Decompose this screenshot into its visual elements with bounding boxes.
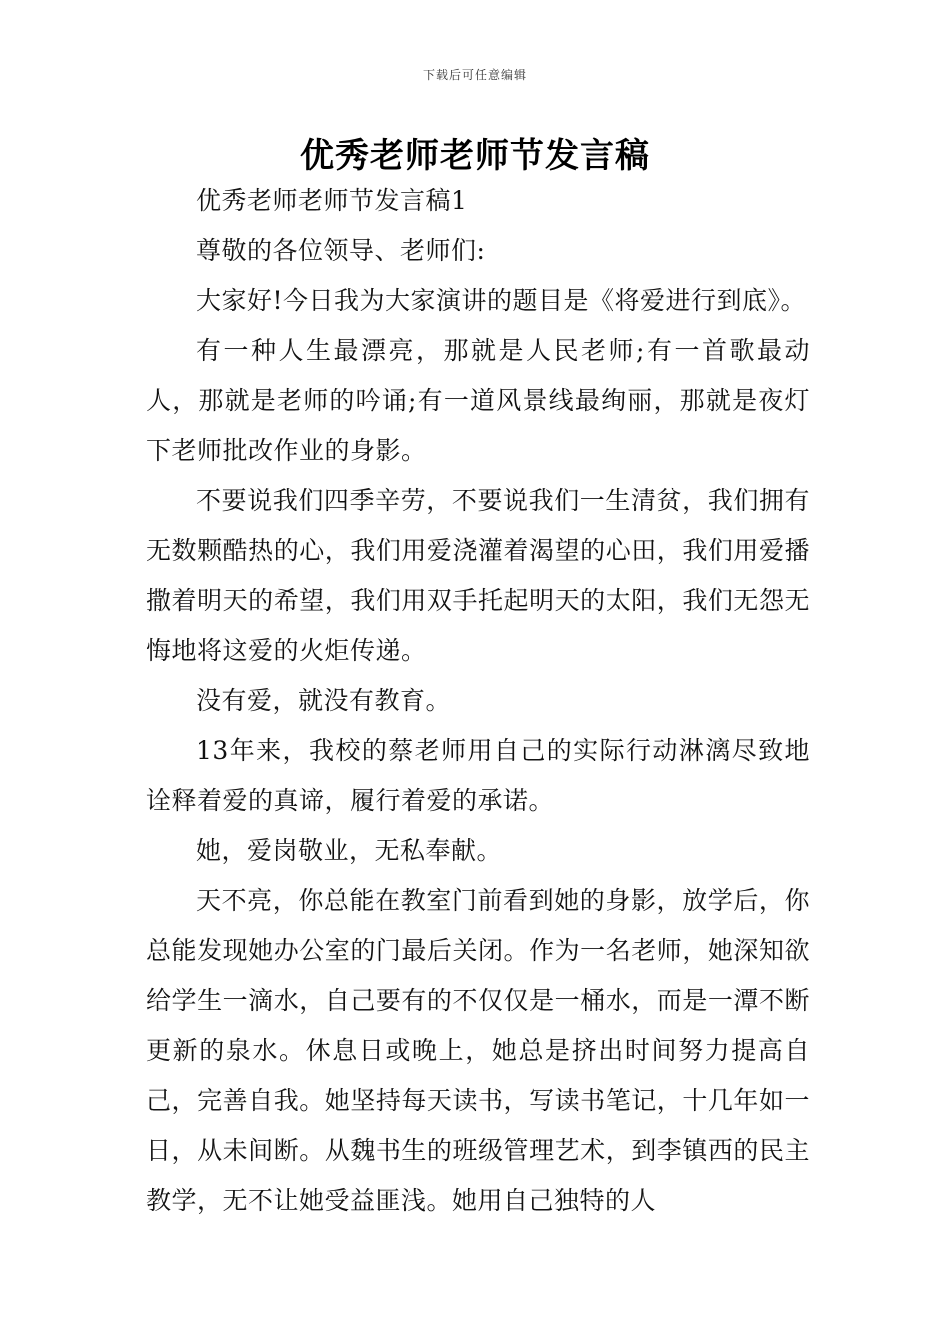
paragraph-body: 天不亮，你总能在教室门前看到她的身影，放学后，你总能发现她办公室的门最后关闭。作为一名老师，她深知欲给学生一滴水，自己要有的不仅仅是一桶水，而是一潭不断更新的泉水。休息日或晚上，她总是挤出时间努力提高自己，完善自我。她坚持每天读书，写读书笔记，十几年如一日，从未间断。从魏书生的班级管理艺术，到李镇西的民主教学，无不让她受益匪浅。她用自己独特的人	[146, 886, 810, 1215]
header-note: 下载后可任意编辑	[422, 68, 527, 82]
paragraph-body: 有一种人生最漂亮，那就是人民老师;有一首歌最动人，那就是老师的吟诵;有一道风景线最绚丽，那就是夜灯下老师批改作业的身影。	[146, 336, 810, 465]
document-title: 优秀老师老师节发言稿	[300, 136, 650, 176]
document-body	[146, 176, 810, 1226]
paragraph-subtitle: 优秀老师老师节发言稿1	[196, 186, 468, 215]
paragraph-greeting: 大家好!今日我为大家演讲的题目是《将爱进行到底》。	[196, 286, 807, 315]
paragraph-salutation: 尊敬的各位领导、老师们:	[196, 236, 486, 265]
paragraph-body: 13年来，我校的蔡老师用自己的实际行动淋漓尽致地诠释着爱的真谛，履行着爱的承诺。	[146, 736, 810, 815]
paragraph-body: 她，爱岗敬业，无私奉献。	[196, 836, 503, 865]
paragraph-body: 没有爱，就没有教育。	[196, 686, 452, 715]
paragraph-body: 不要说我们四季辛劳，不要说我们一生清贫，我们拥有无数颗酷热的心，我们用爱浇灌着渴望的心田，我们用爱播撒着明天的希望，我们用双手托起明天的太阳，我们无怨无悔地将这爱的火炬传递。	[146, 486, 810, 665]
